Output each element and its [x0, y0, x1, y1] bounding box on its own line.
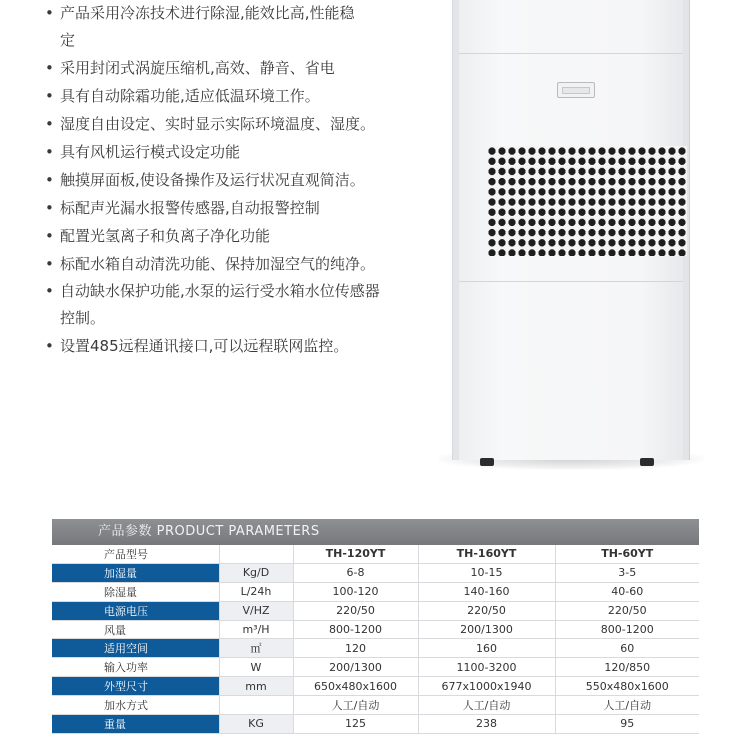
feature-text: 设置485远程通讯接口,可以远程联网监控。 — [60, 337, 349, 355]
row-unit: V/HZ — [219, 601, 293, 620]
cell-value: 125 — [293, 715, 418, 734]
panel-seam-bottom — [459, 281, 683, 282]
cell-value: 550x480x1600 — [555, 677, 699, 696]
feature-item — [42, 194, 442, 222]
cell-value: 220/50 — [418, 601, 555, 620]
feature-text: 产品采用冷冻技术进行除湿,能效比高,性能稳 — [60, 4, 355, 22]
row-label: 除湿量 — [52, 582, 219, 601]
caster-wheel — [480, 458, 494, 466]
cell-value: 人工/自动 — [418, 696, 555, 715]
control-display — [557, 82, 595, 98]
cell-value: 10-15 — [418, 563, 555, 582]
air-outlet-grille — [487, 146, 687, 256]
cabinet-side-left — [453, 0, 459, 460]
bullet: • — [45, 227, 54, 245]
feature-text: 标配水箱自动清洗功能、保持加湿空气的纯净。 — [60, 255, 376, 273]
row-label: 风量 — [52, 620, 219, 639]
row-unit: m³/H — [219, 620, 293, 639]
cell-value: 200/1300 — [418, 620, 555, 639]
panel-seam-top — [459, 53, 683, 54]
row-label: 电源电压 — [52, 601, 219, 620]
row-unit — [219, 696, 293, 715]
feature-text: 自动缺水保护功能,水泵的运行受水箱水位传感器 — [60, 282, 380, 300]
row-unit: KG — [219, 715, 293, 734]
cell-value: 100-120 — [293, 582, 418, 601]
feature-text: 采用封闭式涡旋压缩机,高效、静音、省电 — [60, 59, 335, 77]
feature-text: 标配声光漏水报警传感器,自动报警控制 — [60, 199, 320, 217]
table-row — [52, 582, 699, 601]
cell-value: 800-1200 — [293, 620, 418, 639]
feature-text: 触摸屏面板,使设备操作及运行状况直观简洁。 — [60, 171, 365, 189]
feature-text: 湿度自由设定、实时显示实际环境温度、湿度。 — [60, 115, 376, 133]
cell-value: 650x480x1600 — [293, 677, 418, 696]
feature-item — [42, 250, 442, 278]
bullet: • — [45, 115, 54, 133]
cell-value: 220/50 — [555, 601, 699, 620]
bullet: • — [45, 143, 54, 161]
cell-value: 人工/自动 — [293, 696, 418, 715]
feature-item — [42, 54, 442, 82]
model-name: TH-120YT — [293, 545, 418, 563]
cell-value: 3-5 — [555, 563, 699, 582]
table-row — [52, 677, 699, 696]
table-row — [52, 715, 699, 734]
feature-text-cont: 控制。 — [60, 309, 106, 327]
cell-value: 677x1000x1940 — [418, 677, 555, 696]
bullet: • — [45, 255, 54, 273]
feature-text: 具有自动除霜功能,适应低温环境工作。 — [60, 87, 320, 105]
cell-value: 238 — [418, 715, 555, 734]
header-label: 产品型号 — [52, 545, 219, 563]
cell-value: 40-60 — [555, 582, 699, 601]
cell-value: 人工/自动 — [555, 696, 699, 715]
caster-wheel — [640, 458, 654, 466]
feature-item — [42, 332, 442, 360]
feature-item — [42, 222, 442, 250]
cell-value: 60 — [555, 639, 699, 658]
bullet: • — [45, 59, 54, 77]
cell-value: 200/1300 — [293, 658, 418, 677]
feature-item — [42, 166, 442, 194]
table-header-row — [52, 545, 699, 563]
feature-text: 具有风机运行模式设定功能 — [60, 143, 241, 161]
bullet: • — [45, 199, 54, 217]
cell-value: 800-1200 — [555, 620, 699, 639]
row-label: 输入功率 — [52, 658, 219, 677]
row-label: 外型尺寸 — [52, 677, 219, 696]
table-row — [52, 639, 699, 658]
row-unit: Kg/D — [219, 563, 293, 582]
bullet: • — [45, 337, 54, 355]
cell-value: 120/850 — [555, 658, 699, 677]
feature-text-cont: 定 — [60, 31, 76, 49]
feature-item — [42, 0, 442, 54]
cell-value: 160 — [418, 639, 555, 658]
bullet: • — [45, 171, 54, 189]
row-unit: L/24h — [219, 582, 293, 601]
cell-value: 95 — [555, 715, 699, 734]
row-label: 适用空间 — [52, 639, 219, 658]
model-name: TH-60YT — [555, 545, 699, 563]
table-row — [52, 658, 699, 677]
table-row — [52, 601, 699, 620]
parameters-title: 产品参数 PRODUCT PARAMETERS — [52, 519, 699, 545]
row-unit: ㎡ — [219, 639, 293, 658]
feature-item — [42, 82, 442, 110]
feature-item — [42, 138, 442, 166]
cell-value: 140-160 — [418, 582, 555, 601]
row-unit: mm — [219, 677, 293, 696]
row-unit: W — [219, 658, 293, 677]
cell-value: 1100-3200 — [418, 658, 555, 677]
dehumidifier-product-image — [436, 0, 712, 476]
dehumidifier-cabinet — [452, 0, 690, 460]
row-label: 加水方式 — [52, 696, 219, 715]
feature-item — [42, 278, 442, 332]
bullet: • — [45, 4, 54, 22]
header-unit — [219, 545, 293, 563]
parameters-grid — [52, 545, 699, 734]
feature-text: 配置光氢离子和负离子净化功能 — [60, 227, 271, 245]
table-row — [52, 696, 699, 715]
product-parameters-table — [52, 519, 699, 734]
model-name: TH-160YT — [418, 545, 555, 563]
feature-list — [42, 0, 442, 360]
cell-value: 220/50 — [293, 601, 418, 620]
row-label: 加湿量 — [52, 563, 219, 582]
bullet: • — [45, 87, 54, 105]
cell-value: 6-8 — [293, 563, 418, 582]
table-row — [52, 563, 699, 582]
row-label: 重量 — [52, 715, 219, 734]
feature-item — [42, 110, 442, 138]
bullet: • — [45, 282, 54, 300]
cell-value: 120 — [293, 639, 418, 658]
table-row — [52, 620, 699, 639]
